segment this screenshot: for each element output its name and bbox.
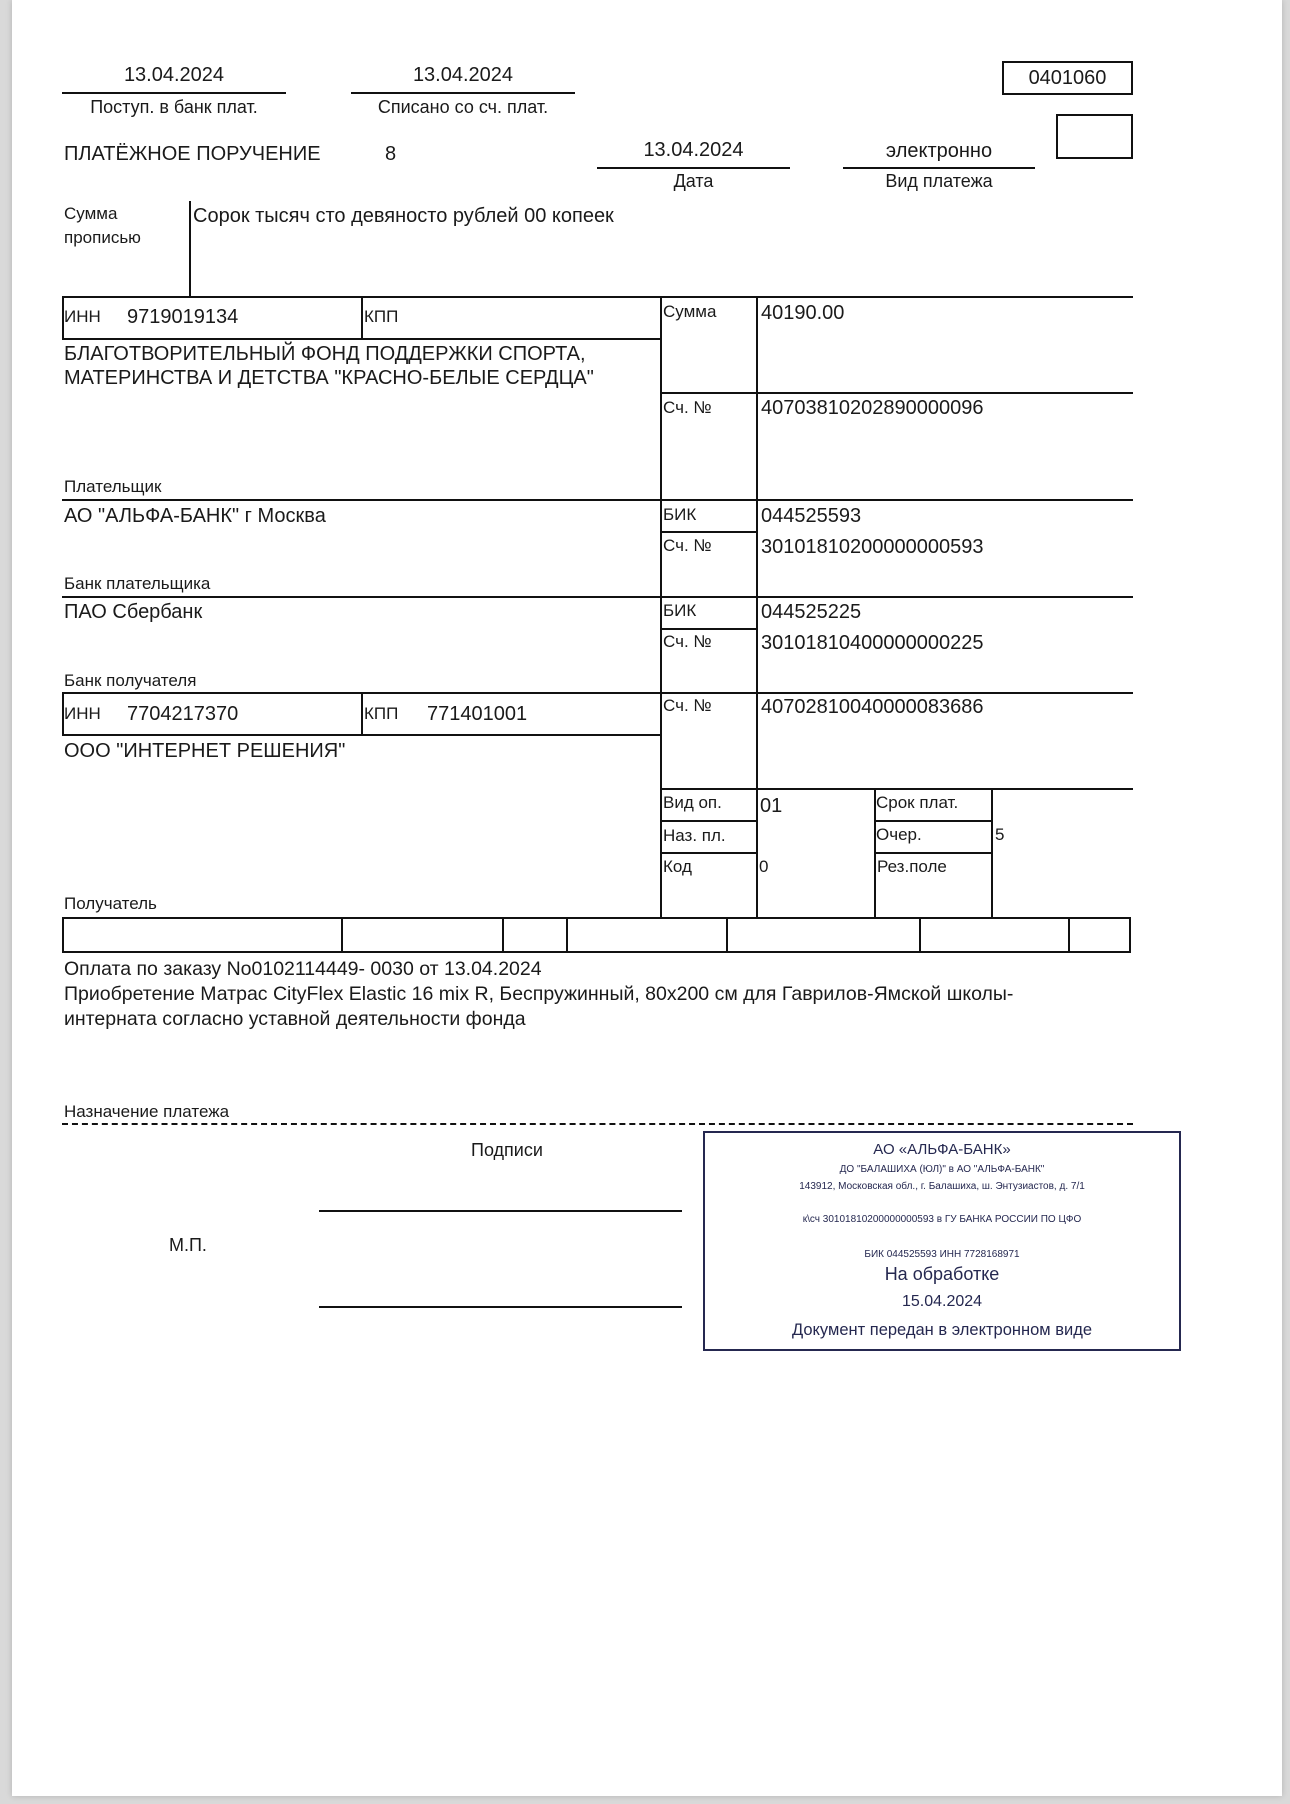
stamp-address: 143912, Московская обл., г. Балашиха, ш. Энтузиастов, д. 7/1 — [799, 1181, 1085, 1192]
op-type-label: Вид оп. — [663, 793, 722, 812]
grid-line-operation — [660, 788, 1133, 790]
grid-line-payee-bank — [62, 596, 1133, 598]
purpose-dashed-line — [62, 1123, 1133, 1125]
document-number: 8 — [385, 143, 397, 165]
payer-inn-bottom — [62, 338, 662, 340]
document-title: ПЛАТЁЖНОЕ ПОРУЧЕНИЕ — [64, 143, 321, 165]
code-value: 0 — [759, 857, 769, 876]
amount-words-value: Сорок тысяч сто девяносто рублей 00 копеек — [193, 205, 614, 227]
payer-bank-section-label: Банк плательщика — [64, 574, 211, 593]
status-box — [1056, 114, 1133, 159]
amount-value: 40190.00 — [761, 302, 845, 324]
stamp-bik-inn: БИК 044525593 ИНН 7728168971 — [864, 1249, 1020, 1260]
stamp-place-label: М.П. — [169, 1235, 207, 1255]
tax-field-divider-2 — [502, 917, 504, 953]
stamp-date: 15.04.2024 — [901, 1293, 983, 1310]
payer-bank-name: АО "АЛЬФА-БАНК" г Москва — [64, 505, 326, 527]
payer-bank-bik-label: БИК — [663, 505, 697, 524]
debited-label: Списано со сч. плат. — [377, 97, 549, 117]
payee-bank-bik-label: БИК — [663, 601, 697, 620]
amount-words-label-1: Сумма — [64, 204, 118, 223]
payer-bank-bik: 044525593 — [761, 505, 862, 527]
signature-line-2 — [319, 1306, 682, 1308]
label-column-left — [660, 296, 662, 917]
payment-type: электронно — [885, 140, 993, 162]
op-line-4 — [874, 852, 993, 854]
signature-line-1 — [319, 1210, 682, 1212]
stamp-status: На обработке — [884, 1264, 1000, 1284]
grid-line-account — [660, 392, 1133, 394]
amount-label: Сумма — [663, 302, 717, 321]
amount-words-divider — [189, 201, 191, 297]
form-code: 0401060 — [1028, 67, 1107, 89]
bank-stamp — [703, 1131, 1181, 1351]
payee-bank-account-label: Сч. № — [663, 632, 712, 651]
purpose-label: Назначение платежа — [64, 1102, 230, 1121]
purpose-code-label: Наз. пл. — [663, 826, 726, 845]
payer-kpp-label: КПП — [364, 307, 399, 326]
grid-line-payer-bank — [62, 499, 1133, 501]
payee-inn-label: ИНН — [64, 704, 101, 723]
tax-field-divider-6 — [1068, 917, 1070, 953]
tax-field-divider-1 — [341, 917, 343, 953]
payee-inn: 7704217370 — [127, 703, 239, 725]
received-date: 13.04.2024 — [123, 64, 225, 86]
grid-line-bik1 — [660, 531, 758, 533]
payer-bank-account-label: Сч. № — [663, 536, 712, 555]
payee-bank-section-label: Банк получателя — [64, 671, 197, 690]
purpose-line-1: Оплата по заказу No0102114449- 0030 от 13.04.2024 — [64, 958, 542, 980]
document-date-label: Дата — [673, 171, 714, 191]
op-line-1 — [660, 820, 758, 822]
payment-type-label: Вид платежа — [885, 171, 993, 191]
payer-name-line-2: МАТЕРИНСТВА И ДЕТСТВА "КРАСНО-БЕЛЫЕ СЕРДЦА" — [64, 367, 594, 389]
payee-inn-kpp-divider — [361, 692, 363, 736]
document-page — [12, 0, 1282, 1796]
op-line-2 — [660, 852, 758, 854]
tax-field-divider-4 — [726, 917, 728, 953]
payment-type-line — [843, 167, 1035, 169]
received-date-line — [62, 92, 286, 94]
tax-field-divider-3 — [566, 917, 568, 953]
debited-date-line — [351, 92, 575, 94]
document-date: 13.04.2024 — [643, 139, 744, 161]
stamp-bank-name: АО «АЛЬФА-БАНК» — [873, 1141, 1011, 1158]
payee-bank-name: ПАО Сбербанк — [64, 601, 203, 623]
label-column-right — [756, 296, 758, 917]
received-label: Поступ. в банк плат. — [90, 97, 258, 117]
grid-line-payee — [62, 692, 1133, 694]
stamp-branch: ДО "БАЛАШИХА (ЮЛ)" в АО "АЛЬФА-БАНК" — [839, 1164, 1045, 1175]
payee-bank-account: 30101810400000000225 — [761, 632, 984, 654]
code-label: Код — [663, 857, 692, 876]
stamp-note: Документ передан в электронном виде — [791, 1321, 1093, 1339]
document-date-line — [597, 167, 790, 169]
payee-section-label: Получатель — [64, 894, 157, 913]
priority-value: 5 — [995, 825, 1005, 844]
purpose-line-2: Приобретение Матрас CityFlex Elastic 16 mix R, Беспружинный, 80x200 см для Гаврилов-Ямской школы- — [64, 983, 1014, 1005]
payer-section-label: Плательщик — [64, 477, 162, 496]
due-label: Срок плат. — [876, 793, 959, 812]
payee-inn-bottom — [62, 734, 662, 736]
signatures-label: Подписи — [471, 1140, 543, 1160]
op-line-3 — [874, 820, 993, 822]
payee-account-label: Сч. № — [663, 696, 712, 715]
stamp-corr-account: к\сч 30101810200000000593 в ГУ БАНКА РОССИИ ПО ЦФО — [802, 1214, 1082, 1225]
payee-bank-bik: 044525225 — [761, 601, 862, 623]
priority-label: Очер. — [876, 825, 922, 844]
debited-date: 13.04.2024 — [412, 64, 514, 86]
payer-inn-label: ИНН — [64, 307, 101, 326]
payer-name-line-1: БЛАГОТВОРИТЕЛЬНЫЙ ФОНД ПОДДЕРЖКИ СПОРТА, — [64, 343, 586, 365]
payee-kpp: 771401001 — [427, 703, 528, 725]
payer-inn: 9719019134 — [127, 306, 239, 328]
form-code-box — [1002, 61, 1133, 95]
payee-name: ООО "ИНТЕРНЕТ РЕШЕНИЯ" — [64, 740, 346, 762]
grid-line-bik2 — [660, 628, 758, 630]
op-type-value: 01 — [760, 795, 783, 817]
payee-kpp-label: КПП — [364, 704, 399, 723]
purpose-line-3: интерната согласно уставной деятельности фонда — [64, 1008, 526, 1030]
payer-account-label: Сч. № — [663, 398, 712, 417]
grid-line-top — [62, 296, 1133, 298]
payee-account: 40702810040000083686 — [761, 696, 984, 718]
payer-account: 40703810202890000096 — [761, 397, 984, 419]
payer-inn-kpp-divider — [361, 296, 363, 340]
reserve-label: Рез.поле — [877, 857, 947, 876]
tax-fields-row — [62, 917, 1131, 953]
payer-bank-account: 30101810200000000593 — [761, 536, 984, 558]
amount-words-label-2: прописью — [64, 228, 141, 247]
tax-field-divider-5 — [919, 917, 921, 953]
